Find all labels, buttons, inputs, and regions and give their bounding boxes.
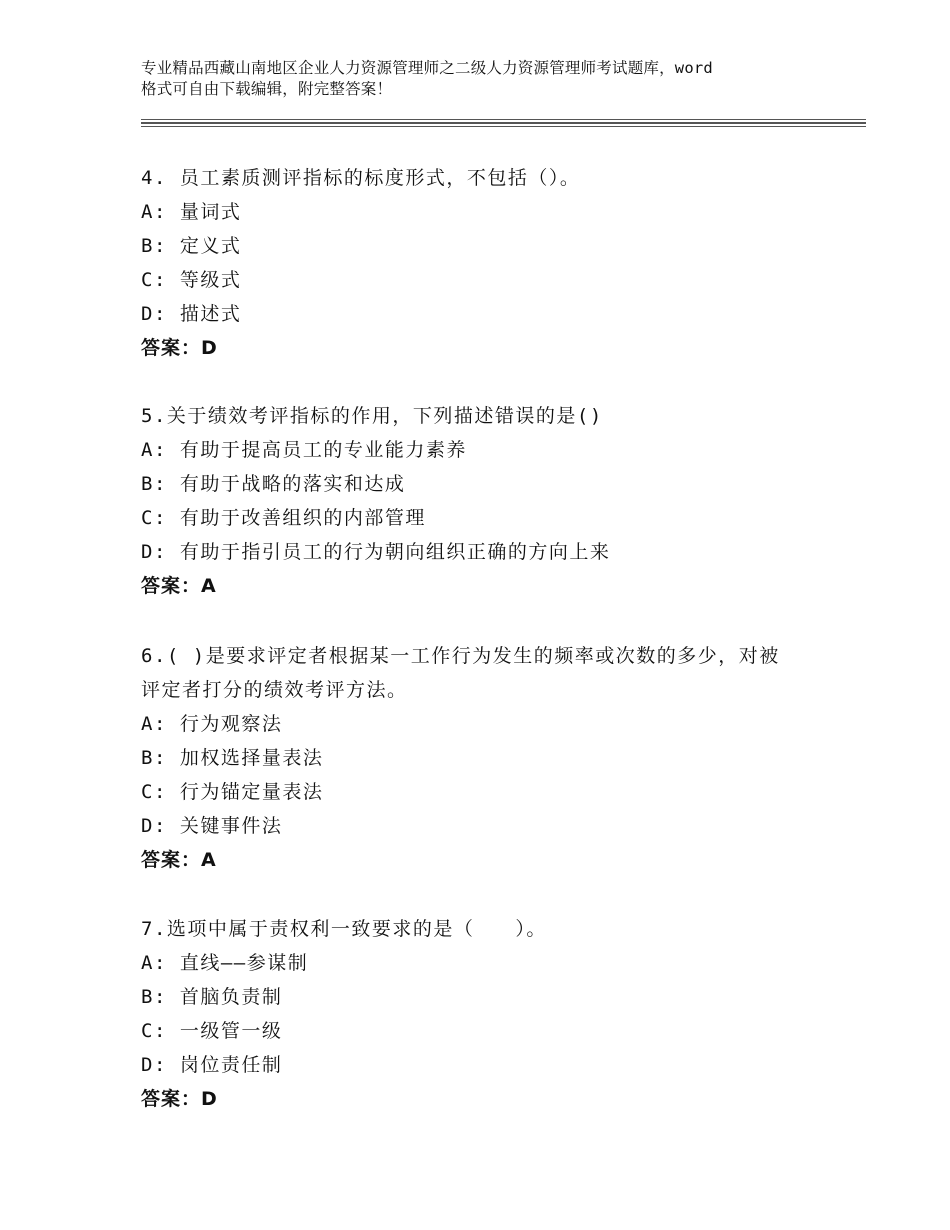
option-a: A: 行为观察法 bbox=[141, 713, 283, 735]
option-b: B: 有助于战略的落实和达成 bbox=[141, 473, 406, 495]
question-stem: 7.选项中属于责权利一致要求的是（ ）。 bbox=[141, 918, 547, 940]
option-d: D: 关键事件法 bbox=[141, 815, 283, 837]
question-block bbox=[141, 639, 841, 877]
question-block bbox=[141, 161, 841, 365]
answer-line: 答案：D bbox=[141, 1088, 218, 1110]
option-c: C: 行为锚定量表法 bbox=[141, 781, 324, 803]
question-stem: 4. 员工素质测评指标的标度形式，不包括（）。 bbox=[141, 167, 581, 189]
question-stem: 6.( )是要求评定者根据某一工作行为发生的频率或次数的多少，对被 bbox=[141, 645, 780, 667]
question-block bbox=[141, 399, 841, 603]
option-b: B: 首脑负责制 bbox=[141, 986, 283, 1008]
option-b: B: 加权选择量表法 bbox=[141, 747, 324, 769]
option-d: D: 岗位责任制 bbox=[141, 1054, 283, 1076]
option-b: B: 定义式 bbox=[141, 235, 242, 257]
option-d: D: 描述式 bbox=[141, 303, 242, 325]
question-block bbox=[141, 912, 841, 1116]
header-divider-bottom bbox=[141, 126, 866, 127]
option-c: C: 一级管一级 bbox=[141, 1020, 283, 1042]
option-d: D: 有助于指引员工的行为朝向组织正确的方向上来 bbox=[141, 541, 611, 563]
answer-line: 答案：A bbox=[141, 849, 217, 871]
option-c: C: 等级式 bbox=[141, 269, 242, 291]
option-a: A: 直线——参谋制 bbox=[141, 952, 309, 974]
option-c: C: 有助于改善组织的内部管理 bbox=[141, 507, 426, 529]
option-a: A: 量词式 bbox=[141, 201, 242, 223]
question-stem-continued: 评定者打分的绩效考评方法。 bbox=[141, 679, 408, 701]
header-divider-top bbox=[141, 119, 866, 120]
document-header bbox=[141, 58, 831, 100]
option-a: A: 有助于提高员工的专业能力素养 bbox=[141, 439, 467, 461]
header-line-1: 专业精品西藏山南地区企业人力资源管理师之二级人力资源管理师考试题库，word bbox=[141, 59, 713, 77]
answer-line: 答案：A bbox=[141, 575, 217, 597]
header-divider-middle bbox=[141, 122, 866, 124]
header-line-2: 格式可自由下载编辑，附完整答案！ bbox=[141, 80, 393, 98]
question-stem: 5.关于绩效考评指标的作用，下列描述错误的是() bbox=[141, 405, 603, 427]
answer-line: 答案：D bbox=[141, 337, 218, 359]
